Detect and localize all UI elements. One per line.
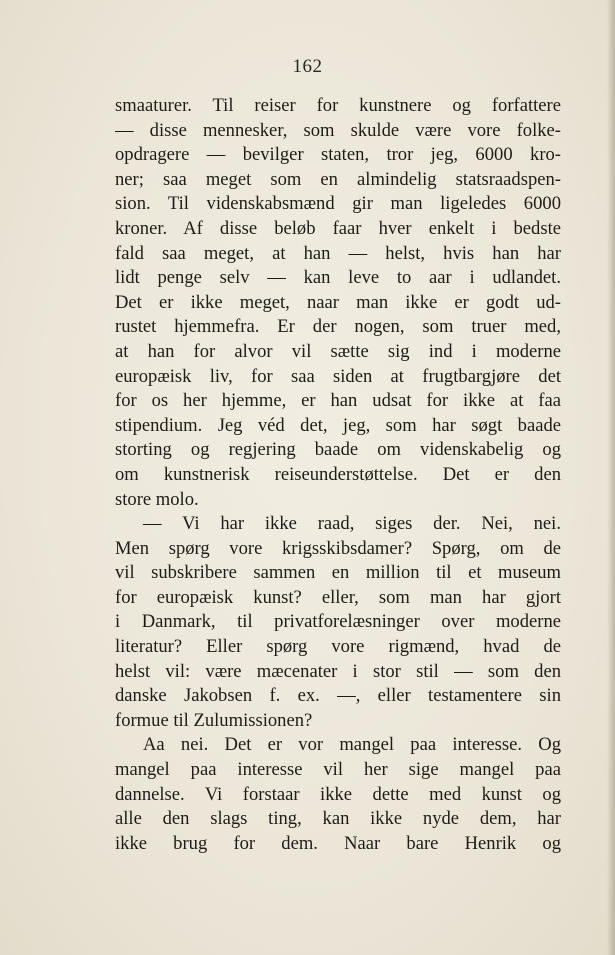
text-line: om kunstnerisk reiseunderstøttelse. Det er den [115, 463, 561, 485]
text-line: mangel paa interesse vil her sige mangel paa [115, 759, 561, 781]
text-line: Aa nei. Det er vor mangel paa interesse. Og [143, 734, 561, 756]
text-line: Men spørg vore krigsskibsdamer? Spørg, om de [115, 537, 561, 559]
text-line: i Danmark, til privatforelæsninger over moderne [115, 611, 561, 633]
text-line: for europæisk kunst? eller, som man har gjort [115, 586, 561, 608]
page-edge-shadow [607, 0, 615, 955]
text-line: literatur? Eller spørg vore rigmænd, hvad de [115, 636, 561, 658]
text-line: opdragere — bevilger staten, tror jeg, 6000 kro- [115, 144, 561, 166]
text-line: storting og regjering baade om videnskabelig og [115, 439, 561, 461]
text-line: danske Jakobsen f. ex. —, eller testamentere sin [115, 685, 561, 707]
text-line: — Vi har ikke raad, siges der. Nei, nei. [143, 513, 561, 535]
text-line: store molo. [115, 488, 199, 510]
text-line: rustet hjemmefra. Er der nogen, som truer med, [115, 316, 561, 338]
text-line: — disse mennesker, som skulde være vore folke- [115, 119, 561, 141]
text-line: kroner. Af disse beløb faar hver enkelt i bedste [115, 217, 561, 239]
text-line: for os her hjemme, er han udsat for ikke at faa [115, 390, 561, 412]
text-line: stipendium. Jeg véd det, jeg, som har søgt baade [115, 414, 561, 436]
text-line: fald saa meget, at han — helst, hvis han har [115, 242, 561, 264]
text-line: vil subskribere sammen en million til et museum [115, 562, 561, 584]
text-line: lidt penge selv — kan leve to aar i udlandet. [115, 267, 561, 289]
text-line: ikke brug for dem. Naar bare Henrik og [115, 832, 561, 854]
text-line: at han for alvor vil sætte sig ind i moderne [115, 340, 561, 362]
text-line: dannelse. Vi forstaar ikke dette med kunst og [115, 783, 561, 805]
text-line: alle den slags ting, kan ikke nyde dem, har [115, 808, 561, 830]
page-number: 162 [292, 56, 323, 77]
text-line: smaaturer. Til reiser for kunstnere og forfattere [115, 95, 561, 116]
text-line: Det er ikke meget, naar man ikke er godt ud- [115, 291, 561, 313]
body-text [115, 94, 561, 856]
text-line: europæisk liv, for saa siden at frugtbargjøre det [115, 365, 561, 387]
text-line: helst vil: være mæcenater i stor stil — som den [115, 660, 561, 682]
text-line: sion. Til videnskabsmænd gir man ligeledes 6000 [115, 193, 561, 215]
text-line: formue til Zulumissionen? [115, 709, 313, 731]
text-line: ner; saa meget som en almindelig statsraadspen- [115, 168, 561, 190]
